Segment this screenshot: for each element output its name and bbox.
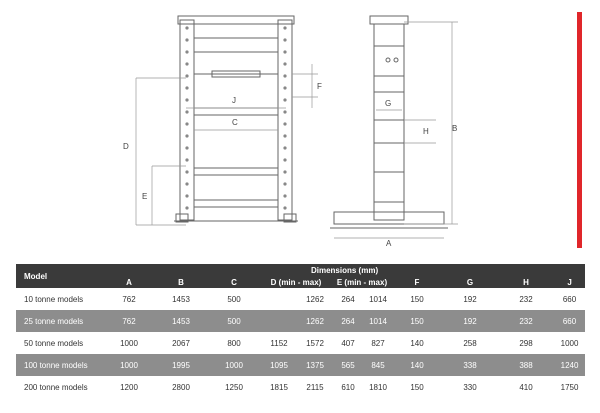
value-cell-g: 338 [463,360,477,370]
value-cell-j: 660 [562,294,577,304]
column-hole [283,182,286,185]
value-cell-d-max: 1375 [306,360,324,370]
col-header-b: B [178,277,184,287]
column-hole [185,122,188,125]
value-cell-g: 192 [463,294,477,304]
value-cell-g: 330 [463,382,477,392]
value-cell-f: 150 [410,294,424,304]
value-cell-f: 150 [410,382,424,392]
value-cell-d-max: 2115 [306,382,324,392]
col-header-j: J [567,277,572,287]
col-header-d: D (min - max) [270,277,322,287]
value-cell-h: 232 [519,316,533,326]
column-hole [283,146,286,149]
column-hole [283,98,286,101]
dim-label-h: H [423,127,429,136]
table-row [16,376,585,398]
value-cell-e-max: 1014 [369,316,387,326]
col-header-e: E (min - max) [336,277,388,287]
value-cell-g: 192 [463,316,477,326]
right-column [278,20,292,220]
value-cell-a: 1200 [120,382,138,392]
value-cell-a: 762 [122,294,136,304]
value-cell-e-min: 407 [341,338,355,348]
value-cell-h: 388 [519,360,533,370]
col-header-c: C [231,277,237,287]
col-header-f: F [414,277,420,287]
value-cell-h: 298 [519,338,533,348]
column-hole [283,158,286,161]
value-cell-f: 150 [410,316,424,326]
model-cell: 100 tonne models [24,360,88,370]
column-hole [185,86,188,89]
column-hole [185,50,188,53]
column-hole [283,86,286,89]
value-cell-b: 2067 [172,338,190,348]
column-hole [185,170,188,173]
value-cell-d-max: 1572 [306,338,324,348]
value-cell-d-min: 1152 [270,338,288,348]
column-hole [185,182,188,185]
side-top-cap [370,16,408,24]
value-cell-e-max: 1810 [369,382,387,392]
column-hole [283,206,286,209]
value-cell-b: 2800 [172,382,190,392]
dim-label-a: A [386,239,392,248]
table-row [16,332,585,354]
col-header-g: G [466,277,474,287]
value-cell-d-min [260,310,298,332]
value-cell-d-min: 1815 [270,382,288,392]
left-column [180,20,194,220]
value-cell-b: 1995 [172,360,190,370]
value-cell-j: 1240 [560,360,579,370]
value-cell-j: 1000 [560,338,579,348]
column-hole [185,146,188,149]
dim-label-b: B [452,124,458,133]
value-cell-b: 1453 [172,294,190,304]
table-row [16,354,585,376]
column-hole [185,38,188,41]
value-cell-d-max: 1262 [306,294,324,304]
dimensions-table [16,264,585,398]
value-cell-h: 410 [519,382,533,392]
value-cell-h: 232 [519,294,533,304]
value-cell-e-min: 264 [341,294,355,304]
value-cell-e-min: 264 [341,316,355,326]
value-cell-g: 258 [463,338,477,348]
col-header-a: A [126,277,132,287]
model-cell: 25 tonne models [24,316,84,326]
value-cell-f: 140 [410,360,424,370]
column-hole [185,194,188,197]
side-lower-block [374,172,404,202]
value-cell-a: 762 [122,316,136,326]
column-hole [185,134,188,137]
column-hole [283,134,286,137]
value-cell-d-max: 1262 [306,316,324,326]
dim-label-c: C [232,118,238,127]
value-cell-d-min [260,288,298,310]
col-header-h: H [523,277,529,287]
column-hole [185,158,188,161]
column-hole [185,26,188,29]
column-hole [283,110,286,113]
top-beam [178,16,294,24]
table-row [16,288,585,310]
value-cell-d-min: 1095 [270,360,288,370]
value-cell-c: 1000 [225,360,243,370]
dim-label-d: D [123,142,129,151]
column-hole [283,38,286,41]
side-upper-block [374,46,404,76]
model-cell: 10 tonne models [24,294,84,304]
dim-label-j: J [232,96,236,105]
column-hole [185,206,188,209]
column-hole [283,50,286,53]
value-cell-f: 140 [410,338,424,348]
model-cell: 50 tonne models [24,338,84,348]
column-hole [283,122,286,125]
column-hole [185,74,188,77]
value-cell-e-min: 610 [341,382,355,392]
column-hole [283,26,286,29]
column-hole [185,98,188,101]
value-cell-a: 1000 [120,338,138,348]
value-cell-e-max: 845 [371,360,385,370]
dim-label-f: F [317,82,322,91]
column-hole [283,194,286,197]
value-cell-c: 500 [227,294,241,304]
value-cell-b: 1453 [172,316,190,326]
value-cell-c: 500 [227,316,241,326]
column-hole [283,170,286,173]
side-column [374,24,404,220]
table-row [16,310,585,332]
model-header: Model [24,271,48,281]
value-cell-e-max: 1014 [369,294,387,304]
value-cell-e-max: 827 [371,338,385,348]
column-hole [283,74,286,77]
model-cell: 200 tonne models [24,382,88,392]
column-hole [283,62,286,65]
side-base [334,212,444,224]
value-cell-c: 800 [227,338,241,348]
column-hole [185,110,188,113]
dim-label-g: G [385,99,392,108]
value-cell-e-min: 565 [341,360,355,370]
value-cell-j: 1750 [560,382,579,392]
dim-label-e: E [142,192,148,201]
value-cell-c: 1250 [225,382,243,392]
value-cell-a: 1000 [120,360,138,370]
column-hole [185,62,188,65]
value-cell-j: 660 [562,316,577,326]
dimensions-group-header: Dimensions (mm) [310,265,379,275]
